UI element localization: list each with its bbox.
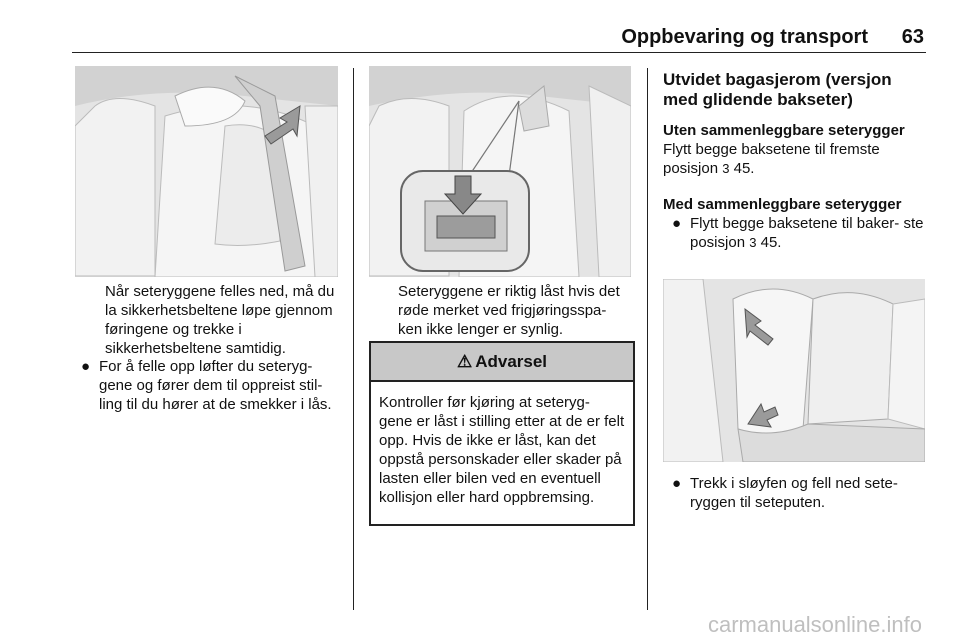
right-bullet-rear-text (690, 214, 924, 252)
middle-caption: Seteryggene er riktig låst hvis det røde merket ved frigjøringsspa- ken ikke lenger er synlig. (398, 283, 620, 338)
fold-seatback-text: Trekk i sløyfen og fell ned sete- ryggen til seteputen. (690, 475, 898, 511)
fold-seatback-illustration (663, 279, 925, 462)
instruction-front-text: Flytt begge baksetene til fremste posisjon (663, 141, 880, 177)
bullet-dot: ● (672, 215, 682, 232)
warning-header (371, 343, 633, 382)
right-bullet-rear-position (672, 214, 924, 254)
bullet-dot: ● (81, 358, 91, 375)
left-bullet-item (81, 357, 339, 437)
figure-release-lever (369, 66, 631, 277)
watermark: carmanualsonline.info (707, 612, 922, 637)
figure-seat-belt-guide (75, 66, 338, 277)
seat-belt-illustration (75, 66, 338, 277)
page-ref-icon: 3 (749, 235, 757, 250)
subheading-without-folding: Uten sammenleggbare seterygger (663, 122, 905, 139)
page-ref-link[interactable]: 45. (760, 234, 782, 251)
page-ref-link[interactable]: 45. (733, 160, 755, 177)
column-divider-right (647, 68, 648, 610)
section-heading: Utvidet bagasjerom (versjon med glidende bakseter) (663, 70, 892, 109)
page-ref-icon: 3 (722, 161, 730, 176)
release-lever-illustration (369, 66, 631, 277)
warning-triangle-icon: ⚠ (456, 351, 473, 371)
rear-position-text: Flytt begge baksetene til baker- ste posisjon (690, 215, 924, 251)
page-number: 63 (901, 26, 924, 48)
instruction-front-position (663, 140, 908, 178)
figure-fold-seatback (663, 279, 925, 462)
left-bullet-text: For å felle opp løfter du seteryg- gene og fører dem til oppreist stil- ling til du hører at de smekker i lås. (99, 358, 332, 413)
bullet-dot: ● (672, 475, 682, 492)
header-rule (72, 52, 926, 53)
page-header-title: Oppbevaring og transport (621, 26, 868, 48)
right-bullet-fold-seatback (672, 474, 924, 514)
warning-text: Kontroller før kjøring at seteryg- gene er låst i stilling etter at de er felt opp. Hvis de ikke er låst, kan det oppstå personskader eller skader på lasten eller bilen ved en eventuell kollisjon eller hard oppbremsing. (379, 394, 625, 506)
subheading-with-folding: Med sammenleggbare seterygger (663, 196, 902, 213)
warning-title: Advarsel (475, 351, 548, 371)
column-divider-left (353, 68, 354, 610)
left-caption: Når seteryggene felles ned, må du la sikkerhetsbeltene løpe gjennom føringene og trekke i sikkerhetsbeltene samtidig. (105, 283, 335, 357)
warning-box (369, 341, 635, 526)
